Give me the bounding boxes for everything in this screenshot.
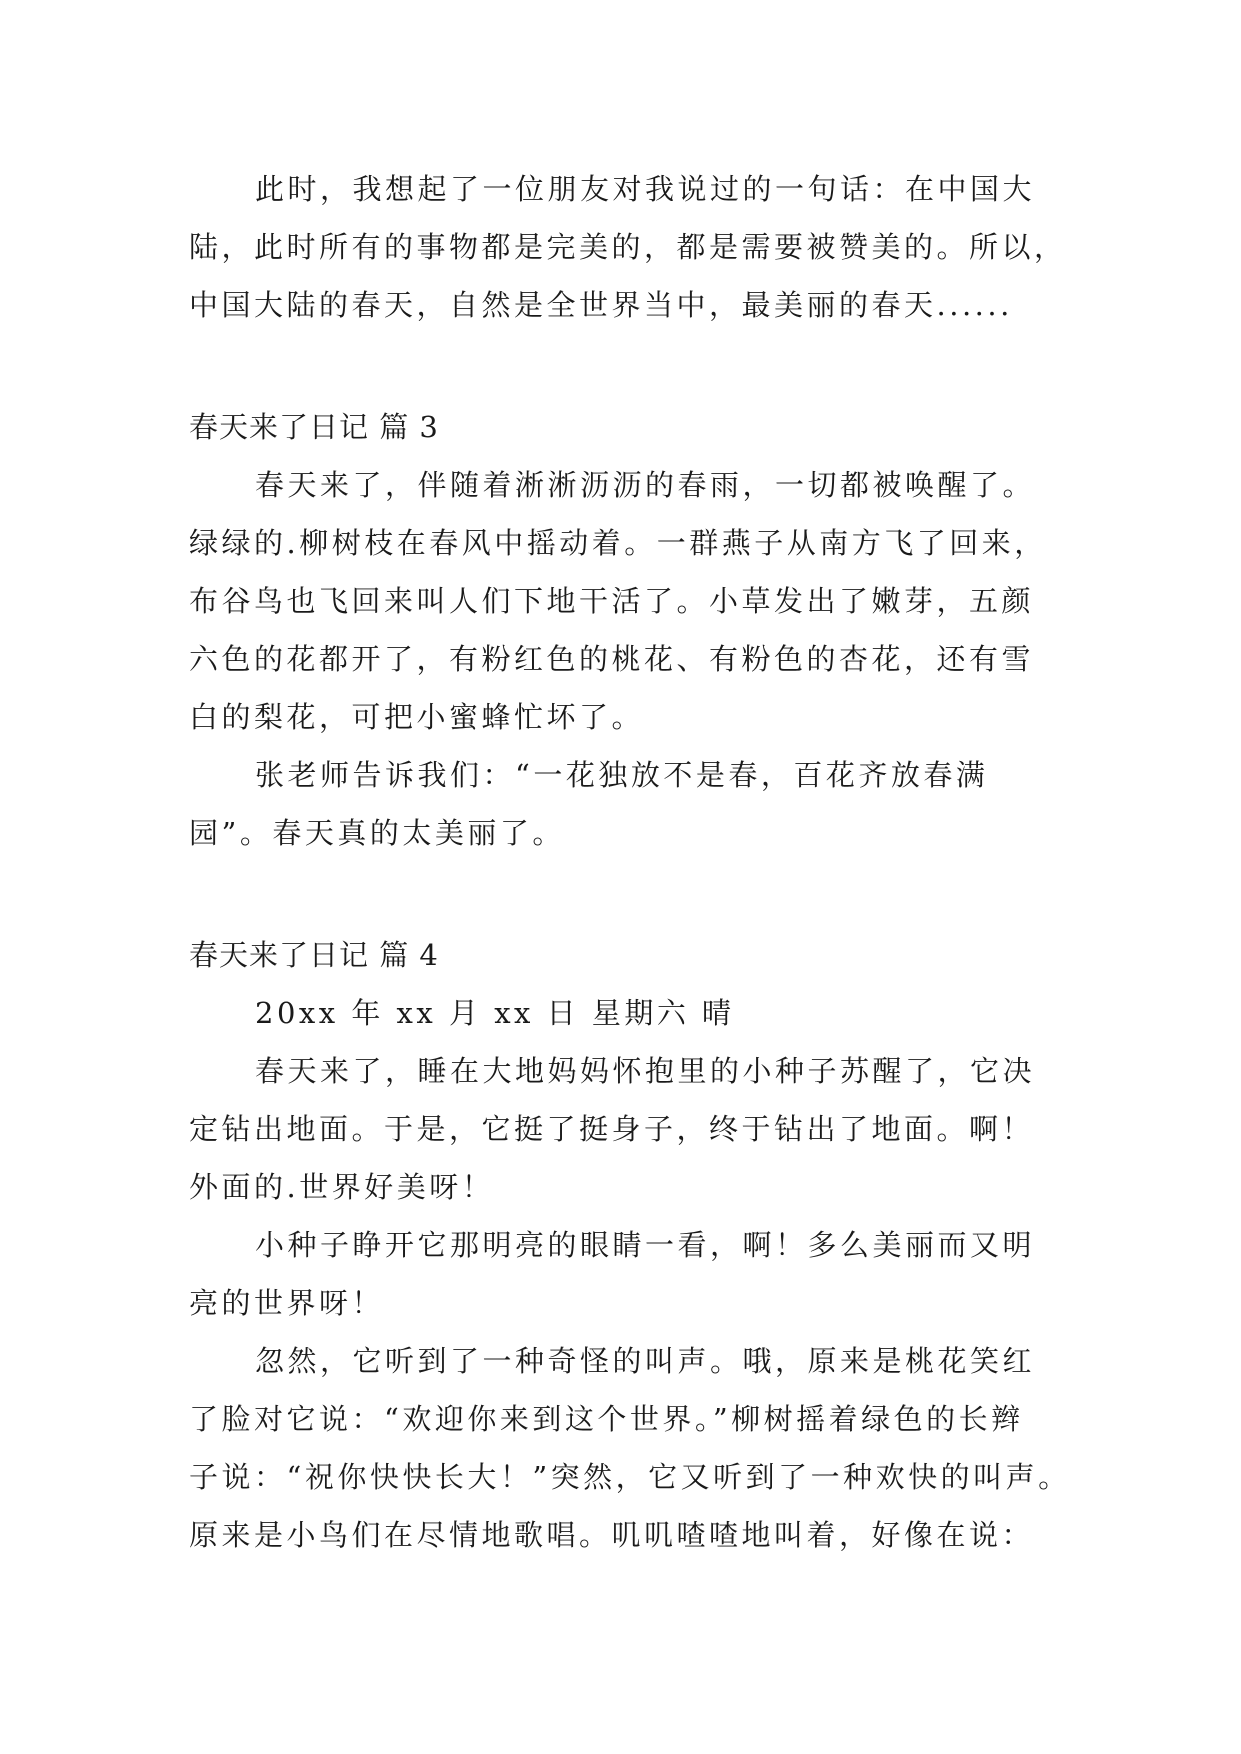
text-line: 春天来了，睡在大地妈妈怀抱里的小种子苏醒了，它决 [255,1054,1036,1088]
paragraph [189,160,1067,334]
section-gap [189,862,1061,926]
section-title: 春天来了日记 篇 3 [189,410,439,444]
text-line: 原来是小鸟们在尽情地歌唱。叽叽喳喳地叫着，好像在说： [189,1518,1035,1552]
text-line: 六色的花都开了，有粉红色的桃花、有粉色的杏花，还有雪 [189,642,1035,676]
section-title: 春天来了日记 篇 4 [189,938,439,972]
text-line: 春天来了，伴随着淅淅沥沥的春雨，一切都被唤醒了。 [255,468,1036,502]
paragraph [189,1216,1061,1332]
text-line: 张老师告诉我们：“一花独放不是春，百花齐放春满 [255,758,989,792]
section-gap [189,334,1061,398]
text-line: 外面的.世界好美呀！ [189,1170,495,1204]
date-line: 20xx 年 xx 月 xx 日 星期六 晴 [255,996,735,1030]
paragraph [189,1042,1061,1216]
text-line: 子说：“祝你快快长大！”突然，它又听到了一种欢快的叫声。 [189,1460,1071,1494]
text-line: 小种子睁开它那明亮的眼睛一看，啊！多么美丽而又明 [255,1228,1036,1262]
text-line: 绿绿的.柳树枝在春风中摇动着。一群燕子从南方飞了回来， [189,526,1047,560]
paragraph [189,456,1061,746]
text-line: 亮的世界呀！ [189,1286,385,1320]
paragraph [189,1332,1071,1564]
text-line: 此时，我想起了一位朋友对我说过的一句话：在中国大 [255,172,1036,206]
text-line: 布谷鸟也飞回来叫人们下地干活了。小草发出了嫩芽，五颜 [189,584,1035,618]
text-line: 忽然，它听到了一种奇怪的叫声。哦，原来是桃花笑红 [255,1344,1036,1378]
paragraph [189,746,1061,862]
text-line: 白的梨花，可把小蜜蜂忙坏了。 [189,700,645,734]
text-line: 了脸对它说：“欢迎你来到这个世界。”柳树摇着绿色的长辫 [189,1402,1024,1436]
text-line: 园”。春天真的太美丽了。 [189,816,565,850]
text-line: 中国大陆的春天，自然是全世界当中，最美丽的春天...... [189,288,1013,322]
text-line: 定钻出地面。于是，它挺了挺身子，终于钻出了地面。啊！ [189,1112,1035,1146]
document-page [189,160,1071,1564]
text-line: 陆，此时所有的事物都是完美的，都是需要被赞美的。所以， [189,230,1067,264]
